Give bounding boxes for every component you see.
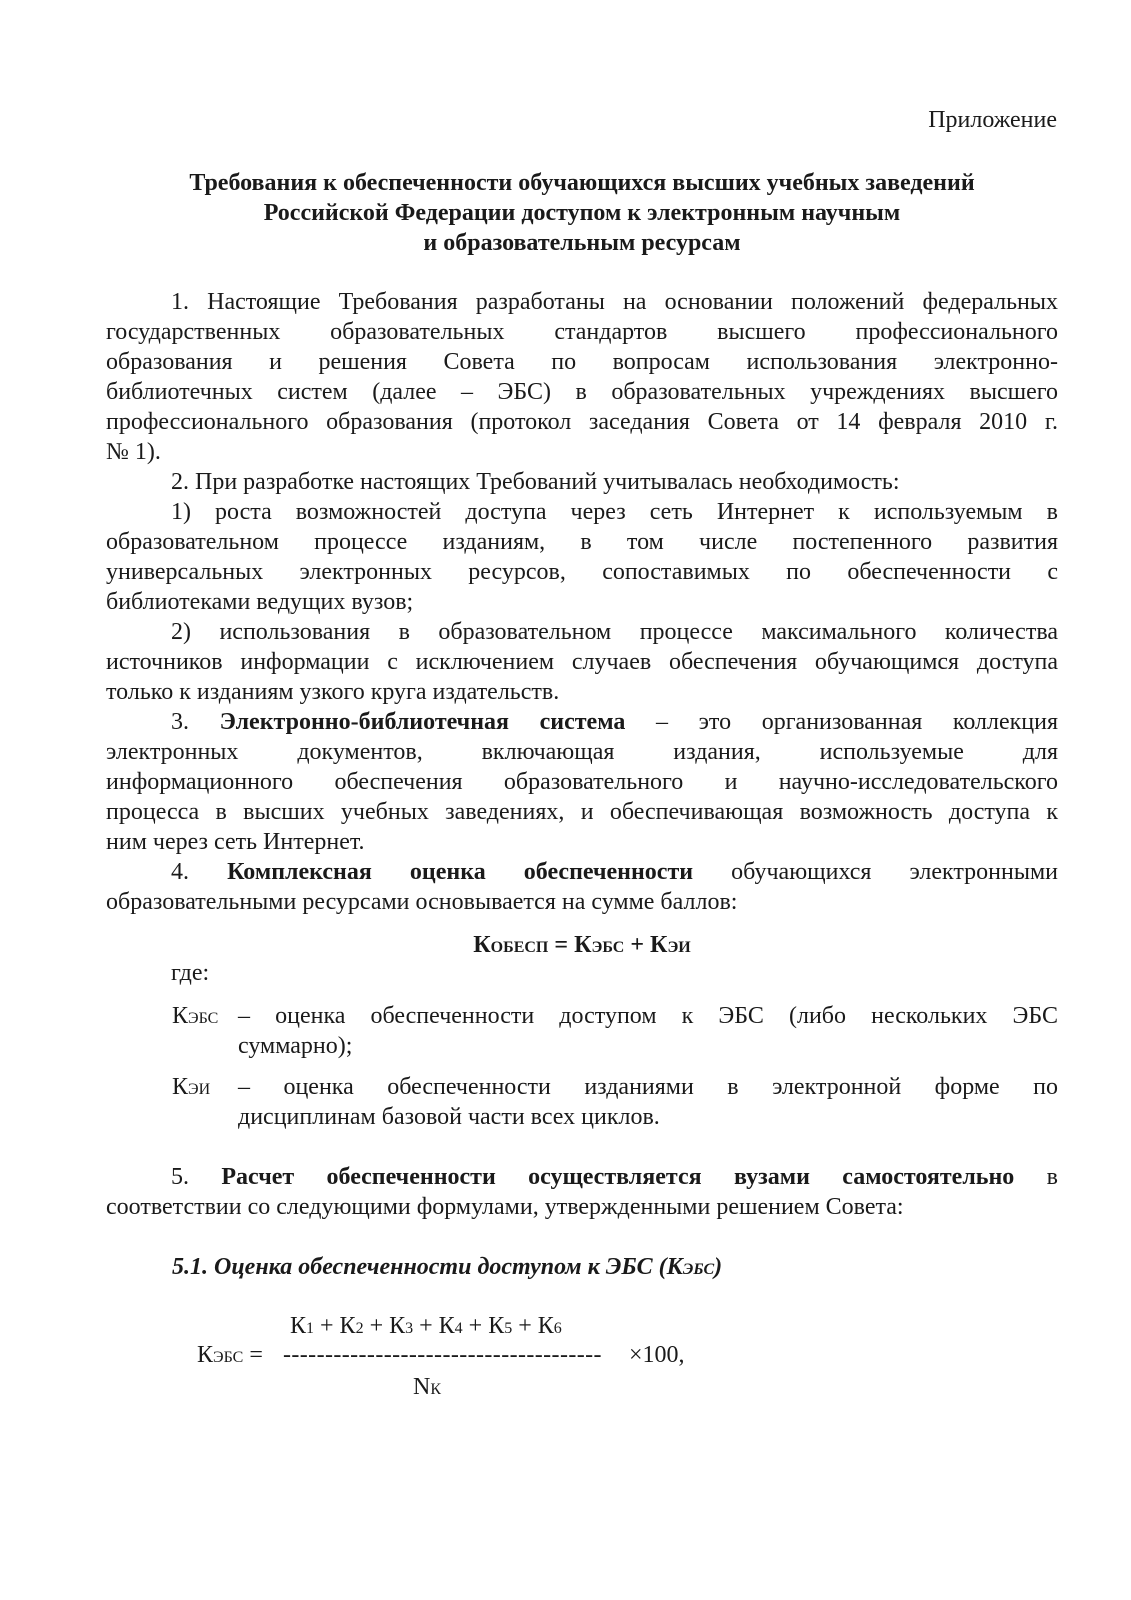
para4-term: Комплексная оценка обеспеченности (227, 859, 694, 885)
definition-text-kei (238, 1072, 1058, 1132)
definition-kebs-line-2: суммарно); (238, 1033, 353, 1059)
definition-kei-line-2: дисциплинам базовой части всех циклов. (238, 1104, 660, 1130)
item2-line-2: источников информации с исключением случаев обеспечения обучающимся доступа (106, 649, 1058, 675)
definition-kei-line-1: – оценка обеспеченности изданиями в электронной форме по (238, 1074, 1058, 1100)
title-line-1: Требования к обеспеченности обучающихся высших учебных заведений (189, 170, 975, 196)
para1-line-1: 1. Настоящие Требования разработаны на основании положений федеральных (171, 289, 1058, 315)
para4-line-1-rest: обучающихся электронными (731, 859, 1059, 885)
definition-term-kei: КЭИ (172, 1074, 211, 1100)
appendix-label: Приложение (928, 107, 1057, 133)
where-label: где: (171, 960, 210, 986)
para5-number: 5. (171, 1164, 189, 1190)
para4-line-1 (171, 857, 1058, 887)
item1-line-4: библиотеками ведущих вузов; (106, 589, 414, 615)
para1-line-4: библиотечных систем (далее – ЭБС) в образовательных учреждениях высшего (106, 379, 1058, 405)
item1-line-2: образовательном процессе изданиям, в том числе постепенного развития (106, 529, 1058, 555)
item1-line-3: универсальных электронных ресурсов, сопоставимых по обеспеченности с (106, 559, 1058, 585)
para3-line-5: ним через сеть Интернет. (106, 829, 365, 855)
para3-number: 3. (171, 709, 189, 735)
para1-line-2: государственных образовательных стандартов высшего профессионального (106, 319, 1058, 345)
para5-term: Расчет обеспеченности осуществляется вузами самостоятельно (221, 1164, 1015, 1190)
formula-multiplier: ×100, (629, 1342, 685, 1368)
para3-line-2: электронных документов, включающая издания, используемые для (106, 739, 1058, 765)
section-5-1-heading: 5.1. Оценка обеспеченности доступом к ЭБС (КЭБС) (172, 1254, 723, 1280)
para1-line-6: № 1). (106, 439, 161, 465)
para3-line-1 (171, 707, 1058, 737)
title-line-3: и образовательным ресурсам (423, 230, 741, 256)
para4-number: 4. (171, 859, 189, 885)
para3-line-4: процесса в высших учебных заведениях, и обеспечивающая возможность доступа к (106, 799, 1058, 825)
para5-line-1 (171, 1162, 1058, 1192)
item2-line-1: 2) использования в образовательном процессе максимального количества (171, 619, 1058, 645)
para4-line-2: образовательными ресурсами основывается на сумме баллов: (106, 889, 738, 915)
item1-line-1: 1) роста возможностей доступа через сеть Интернет к используемым в (171, 499, 1058, 525)
item2-line-3: только к изданиям узкого круга издательств. (106, 679, 560, 705)
formula-fraction-line: -------------------------------------- (283, 1342, 602, 1368)
definition-text-kebs (238, 1001, 1058, 1061)
formula-numerator: К1 + К2 + К3 + К4 + К5 + К6 (290, 1313, 562, 1339)
para1-line-3: образования и решения Совета по вопросам использования электронно- (106, 349, 1058, 375)
formula-total: КОБЕСП = КЭБС + КЭИ (473, 932, 691, 958)
title-line-2: Российской Федерации доступом к электронным научным (263, 200, 901, 226)
para3-line-1-rest: – это организованная коллекция (656, 709, 1059, 735)
definition-kebs-line-1: – оценка обеспеченности доступом к ЭБС (либо нескольких ЭБС (238, 1003, 1058, 1029)
para3-line-3: информационного обеспечения образовательного и научно-исследовательского (106, 769, 1058, 795)
para1-line-5: профессионального образования (протокол заседания Совета от 14 февраля 2010 г. (106, 409, 1058, 435)
para5-line-1-rest: в (1046, 1164, 1059, 1190)
definition-term-kebs: КЭБС (172, 1003, 219, 1029)
para5-line-2: соответствии со следующими формулами, утвержденными решением Совета: (106, 1194, 904, 1220)
formula-denominator: NК (413, 1374, 442, 1400)
para3-term: Электронно-библиотечная система (219, 709, 626, 735)
para2-line-1: 2. При разработке настоящих Требований учитывалась необходимость: (171, 469, 900, 495)
formula-lhs: КЭБС = (197, 1342, 263, 1368)
